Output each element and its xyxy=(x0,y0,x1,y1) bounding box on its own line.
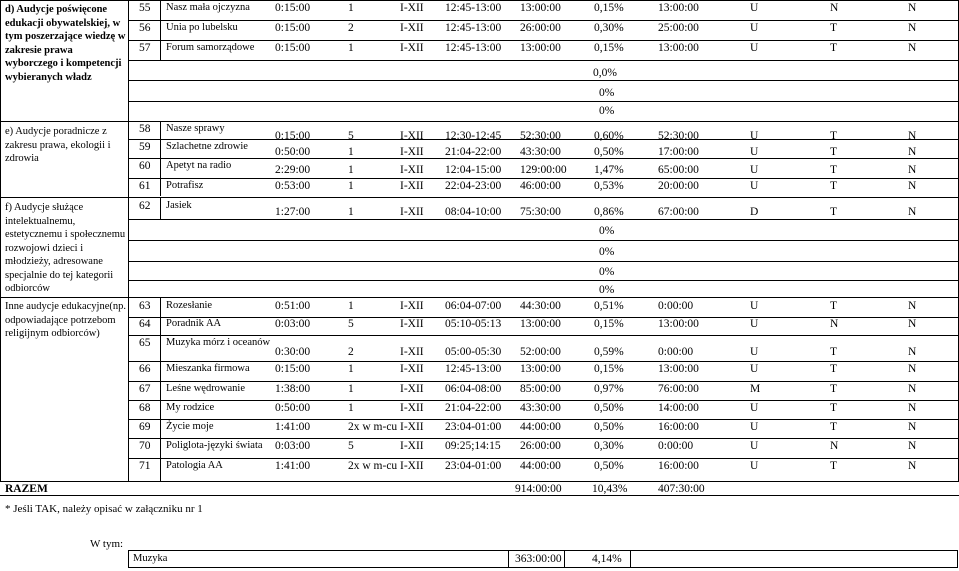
cell-duration: 0:15:00 xyxy=(275,22,311,34)
cell-time: 12:45-13:00 xyxy=(445,363,502,375)
cell-c2: N xyxy=(830,2,839,14)
cell-c3: N xyxy=(908,363,917,375)
cell-c3: N xyxy=(908,383,917,395)
row-number: 64 xyxy=(139,318,151,330)
cell-first: 13:00:00 xyxy=(658,318,699,330)
cell-duration: 2:29:00 xyxy=(275,164,311,176)
cell-freq: 1 xyxy=(348,180,354,192)
cell-time: 23:04-01:00 xyxy=(445,460,502,472)
cell-pct: 0,50% xyxy=(594,146,624,158)
cell-total: 43:30:00 xyxy=(520,146,561,158)
program-name: Szlachetne zdrowie xyxy=(166,141,248,152)
row-number: 57 xyxy=(139,42,151,54)
cell-c1: U xyxy=(750,421,759,433)
program-name: Potrafisz xyxy=(166,180,204,191)
cell-total: 13:00:00 xyxy=(520,42,561,54)
cell-c2: N xyxy=(830,440,839,452)
row-number: 65 xyxy=(139,337,151,349)
cell-freq: 1 xyxy=(348,300,354,312)
cell-c3: N xyxy=(908,146,917,158)
row-number: 69 xyxy=(139,421,151,433)
empty-pct: 0% xyxy=(599,87,615,99)
cell-duration: 1:41:00 xyxy=(275,421,311,433)
program-name: Życie moje xyxy=(166,421,214,432)
cell-first: 16:00:00 xyxy=(658,460,699,472)
cell-months: I-XII xyxy=(400,130,424,142)
cell-first: 13:00:00 xyxy=(658,363,699,375)
row-number: 70 xyxy=(139,440,151,452)
cell-c3: N xyxy=(908,206,917,218)
cell-total: 44:30:00 xyxy=(520,300,561,312)
cell-c1: U xyxy=(750,164,759,176)
program-name: Patologia AA xyxy=(166,460,223,471)
cell-c3: N xyxy=(908,22,917,34)
cell-pct: 0,15% xyxy=(594,42,624,54)
cell-duration: 0:15:00 xyxy=(275,42,311,54)
cell-c3: N xyxy=(908,180,917,192)
cell-months: I-XII xyxy=(400,146,424,158)
cell-months: I-XII xyxy=(400,346,424,358)
cell-c1: D xyxy=(750,206,759,218)
cell-c1: U xyxy=(750,22,759,34)
cell-freq: 5 xyxy=(348,440,354,452)
cell-c1: U xyxy=(750,460,759,472)
row-number: 63 xyxy=(139,300,151,312)
wtym-total: 363:00:00 xyxy=(515,553,562,565)
cell-c2: T xyxy=(830,300,838,312)
cell-duration: 0:30:00 xyxy=(275,346,311,358)
cell-c3: N xyxy=(908,421,917,433)
program-name: Jasiek xyxy=(166,200,192,211)
cell-months: I-XII xyxy=(400,318,424,330)
cell-months: I-XII xyxy=(400,440,424,452)
row-number: 55 xyxy=(139,2,151,14)
footnote: * Jeśli TAK, należy opisać w załączniku nr 1 xyxy=(5,503,203,515)
program-name: Poliglota-języki świata xyxy=(166,440,263,451)
summary-label: RAZEM xyxy=(5,483,48,495)
cell-c1: U xyxy=(750,346,759,358)
cell-pct: 0,15% xyxy=(594,318,624,330)
cell-pct: 0,53% xyxy=(594,180,624,192)
cell-first: 0:00:00 xyxy=(658,440,694,452)
cell-c1: U xyxy=(750,402,759,414)
empty-pct: 0,0% xyxy=(593,67,617,79)
cell-pct: 0,15% xyxy=(594,2,624,14)
cell-total: 52:30:00 xyxy=(520,130,561,142)
cell-total: 52:00:00 xyxy=(520,346,561,358)
cell-c2: T xyxy=(830,146,838,158)
cell-c3: N xyxy=(908,318,917,330)
cell-c1: U xyxy=(750,318,759,330)
summary-first: 407:30:00 xyxy=(658,483,705,495)
cell-c3: N xyxy=(908,346,917,358)
cell-freq: 2x w m-cu xyxy=(348,421,398,433)
cell-time: 21:04-22:00 xyxy=(445,402,502,414)
cell-total: 44:00:00 xyxy=(520,421,561,433)
cell-months: I-XII xyxy=(400,402,424,414)
row-number: 58 xyxy=(139,123,151,135)
cell-freq: 5 xyxy=(348,130,354,142)
cell-freq: 1 xyxy=(348,42,354,54)
empty-pct: 0% xyxy=(599,246,615,258)
cell-first: 13:00:00 xyxy=(658,2,699,14)
program-name: Nasze sprawy xyxy=(166,123,225,134)
program-name: Rozesłanie xyxy=(166,300,213,311)
row-number: 71 xyxy=(139,460,151,472)
cell-freq: 1 xyxy=(348,206,354,218)
cell-first: 16:00:00 xyxy=(658,421,699,433)
cell-duration: 0:51:00 xyxy=(275,300,311,312)
cell-first: 20:00:00 xyxy=(658,180,699,192)
cell-c2: T xyxy=(830,206,838,218)
cell-months: I-XII xyxy=(400,2,424,14)
cell-time: 05:00-05:30 xyxy=(445,346,502,358)
cell-c2: T xyxy=(830,22,838,34)
cell-c2: T xyxy=(830,346,838,358)
cell-first: 13:00:00 xyxy=(658,42,699,54)
cell-freq: 1 xyxy=(348,164,354,176)
row-number: 56 xyxy=(139,22,151,34)
cell-total: 44:00:00 xyxy=(520,460,561,472)
cell-total: 43:30:00 xyxy=(520,402,561,414)
row-number: 66 xyxy=(139,363,151,375)
program-name: Leśne wędrowanie xyxy=(166,383,246,394)
cell-c1: M xyxy=(750,383,761,395)
program-name: Unia po lubelsku xyxy=(166,22,238,33)
cell-c2: T xyxy=(830,42,838,54)
cell-duration: 0:03:00 xyxy=(275,440,311,452)
cell-c3: N xyxy=(908,402,917,414)
row-number: 60 xyxy=(139,160,151,172)
cell-c3: N xyxy=(908,2,917,14)
row-number: 59 xyxy=(139,141,151,153)
cell-freq: 2 xyxy=(348,346,354,358)
cell-months: I-XII xyxy=(400,383,424,395)
cell-c1: U xyxy=(750,42,759,54)
cell-first: 0:00:00 xyxy=(658,346,694,358)
cell-months: I-XII xyxy=(400,180,424,192)
cell-total: 75:30:00 xyxy=(520,206,561,218)
cell-c1: U xyxy=(750,440,759,452)
cell-time: 06:04-08:00 xyxy=(445,383,502,395)
empty-pct: 0% xyxy=(599,266,615,278)
cell-c2: T xyxy=(830,383,838,395)
cell-freq: 1 xyxy=(348,363,354,375)
row-number: 68 xyxy=(139,402,151,414)
cell-total: 13:00:00 xyxy=(520,318,561,330)
cell-time: 12:04-15:00 xyxy=(445,164,502,176)
cell-c1: U xyxy=(750,363,759,375)
cell-freq: 1 xyxy=(348,2,354,14)
cell-pct: 1,47% xyxy=(594,164,624,176)
cell-duration: 0:15:00 xyxy=(275,363,311,375)
summary-pct: 10,43% xyxy=(592,483,628,495)
wtym-label: W tym: xyxy=(90,538,124,550)
cell-duration: 0:50:00 xyxy=(275,402,311,414)
cell-months: I-XII xyxy=(400,300,424,312)
cell-c3: N xyxy=(908,42,917,54)
cell-pct: 0,97% xyxy=(594,383,624,395)
program-name: Mieszanka firmowa xyxy=(166,363,250,374)
cell-time: 12:45-13:00 xyxy=(445,22,502,34)
cell-total: 85:00:00 xyxy=(520,383,561,395)
cell-total: 13:00:00 xyxy=(520,2,561,14)
wtym-name: Muzyka xyxy=(133,553,168,564)
cell-first: 67:00:00 xyxy=(658,206,699,218)
cell-duration: 0:50:00 xyxy=(275,146,311,158)
program-name: Nasz mała ojczyzna xyxy=(166,2,250,13)
cell-duration: 1:41:00 xyxy=(275,460,311,472)
cell-months: I-XII xyxy=(400,22,424,34)
cell-freq: 1 xyxy=(348,383,354,395)
category-other: Inne audycje edukacyjne(np. odpowiadające potrzebom religijnym odbiorców) xyxy=(5,301,126,339)
cell-c2: T xyxy=(830,180,838,192)
cell-duration: 1:38:00 xyxy=(275,383,311,395)
cell-c1: U xyxy=(750,2,759,14)
cell-time: 05:10-05:13 xyxy=(445,318,502,330)
cell-total: 129:00:00 xyxy=(520,164,567,176)
cell-freq: 5 xyxy=(348,318,354,330)
cell-c2: N xyxy=(830,318,839,330)
cell-time: 23:04-01:00 xyxy=(445,421,502,433)
cell-c3: N xyxy=(908,164,917,176)
cell-duration: 0:15:00 xyxy=(275,130,311,142)
program-name: Poradnik AA xyxy=(166,318,222,329)
cell-freq: 1 xyxy=(348,402,354,414)
cell-time: 12:45-13:00 xyxy=(445,2,502,14)
cell-months: I-XII xyxy=(400,460,424,472)
cell-duration: 0:53:00 xyxy=(275,180,311,192)
cell-months: I-XII xyxy=(400,42,424,54)
cell-c1: U xyxy=(750,300,759,312)
summary-total: 914:00:00 xyxy=(515,483,562,495)
cell-pct: 0,60% xyxy=(594,130,624,142)
cell-first: 52:30:00 xyxy=(658,130,699,142)
cell-freq: 2 xyxy=(348,22,354,34)
cell-pct: 0,50% xyxy=(594,421,624,433)
row-number: 62 xyxy=(139,200,151,212)
cell-pct: 0,86% xyxy=(594,206,624,218)
cell-duration: 1:27:00 xyxy=(275,206,311,218)
row-number: 67 xyxy=(139,383,151,395)
cell-time: 22:04-23:00 xyxy=(445,180,502,192)
cell-first: 17:00:00 xyxy=(658,146,699,158)
cell-months: I-XII xyxy=(400,363,424,375)
cell-freq: 1 xyxy=(348,146,354,158)
program-name: Muzyka mórz i oceanów xyxy=(166,337,271,348)
cell-c3: N xyxy=(908,440,917,452)
cell-pct: 0,50% xyxy=(594,460,624,472)
cell-time: 06:04-07:00 xyxy=(445,300,502,312)
cell-total: 26:00:00 xyxy=(520,440,561,452)
cell-months: I-XII xyxy=(400,164,424,176)
empty-pct: 0% xyxy=(599,225,615,237)
cell-c1: U xyxy=(750,180,759,192)
cell-total: 26:00:00 xyxy=(520,22,561,34)
cell-c2: T xyxy=(830,164,838,176)
cell-freq: 2x w m-cu xyxy=(348,460,398,472)
cell-c2: T xyxy=(830,130,838,142)
cell-c2: T xyxy=(830,421,838,433)
cell-c1: U xyxy=(750,146,759,158)
cell-c3: N xyxy=(908,460,917,472)
cell-total: 46:00:00 xyxy=(520,180,561,192)
cell-first: 65:00:00 xyxy=(658,164,699,176)
cell-c2: T xyxy=(830,363,838,375)
row-number: 61 xyxy=(139,180,151,192)
cell-total: 13:00:00 xyxy=(520,363,561,375)
cell-pct: 0,30% xyxy=(594,440,624,452)
cell-time: 08:04-10:00 xyxy=(445,206,502,218)
cell-first: 25:00:00 xyxy=(658,22,699,34)
empty-pct: 0% xyxy=(599,105,615,117)
wtym-pct: 4,14% xyxy=(592,553,622,565)
category-e: e) Audycje poradnicze z zakresu prawa, ekologii i zdrowia xyxy=(5,126,111,164)
cell-first: 0:00:00 xyxy=(658,300,694,312)
cell-pct: 0,51% xyxy=(594,300,624,312)
cell-time: 09:25;14:15 xyxy=(445,440,501,452)
category-d: d) Audycje poświęcone edukacji obywatelskiej, w tym poszerzające wiedzę w zakresie prawa wyborczego i kompetencji wybieranych władz xyxy=(5,4,126,83)
cell-pct: 0,30% xyxy=(594,22,624,34)
cell-first: 14:00:00 xyxy=(658,402,699,414)
category-f: f) Audycje służące intelektualnemu, estetycznemu i społecznemu rozwojowi dzieci i młodzieży, adresowane specjalnie do tej kategorii odbiorców xyxy=(5,202,126,294)
cell-time: 21:04-22:00 xyxy=(445,146,502,158)
cell-time: 12:45-13:00 xyxy=(445,42,502,54)
cell-pct: 0,50% xyxy=(594,402,624,414)
cell-months: I-XII xyxy=(400,421,424,433)
cell-time: 12:30-12:45 xyxy=(445,130,502,142)
cell-c1: U xyxy=(750,130,759,142)
cell-pct: 0,15% xyxy=(594,363,624,375)
cell-c2: T xyxy=(830,460,838,472)
cell-c3: N xyxy=(908,300,917,312)
cell-first: 76:00:00 xyxy=(658,383,699,395)
cell-duration: 0:03:00 xyxy=(275,318,311,330)
cell-pct: 0,59% xyxy=(594,346,624,358)
cell-months: I-XII xyxy=(400,206,424,218)
empty-pct: 0% xyxy=(599,284,615,296)
program-name: Apetyt na radio xyxy=(166,160,232,171)
cell-c3: N xyxy=(908,130,917,142)
cell-c2: T xyxy=(830,402,838,414)
program-name: My rodzice xyxy=(166,402,215,413)
program-name: Forum samorządowe xyxy=(166,42,255,53)
cell-duration: 0:15:00 xyxy=(275,2,311,14)
